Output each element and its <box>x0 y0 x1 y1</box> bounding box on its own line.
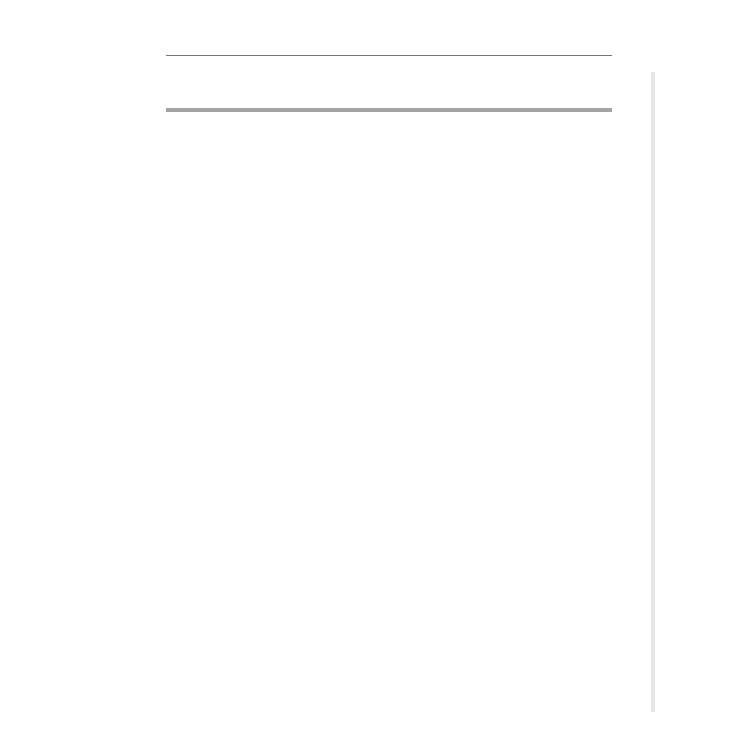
tab-strip-edge <box>651 72 655 712</box>
header-divider <box>166 55 612 56</box>
title-divider <box>166 108 612 112</box>
running-header <box>470 34 610 49</box>
